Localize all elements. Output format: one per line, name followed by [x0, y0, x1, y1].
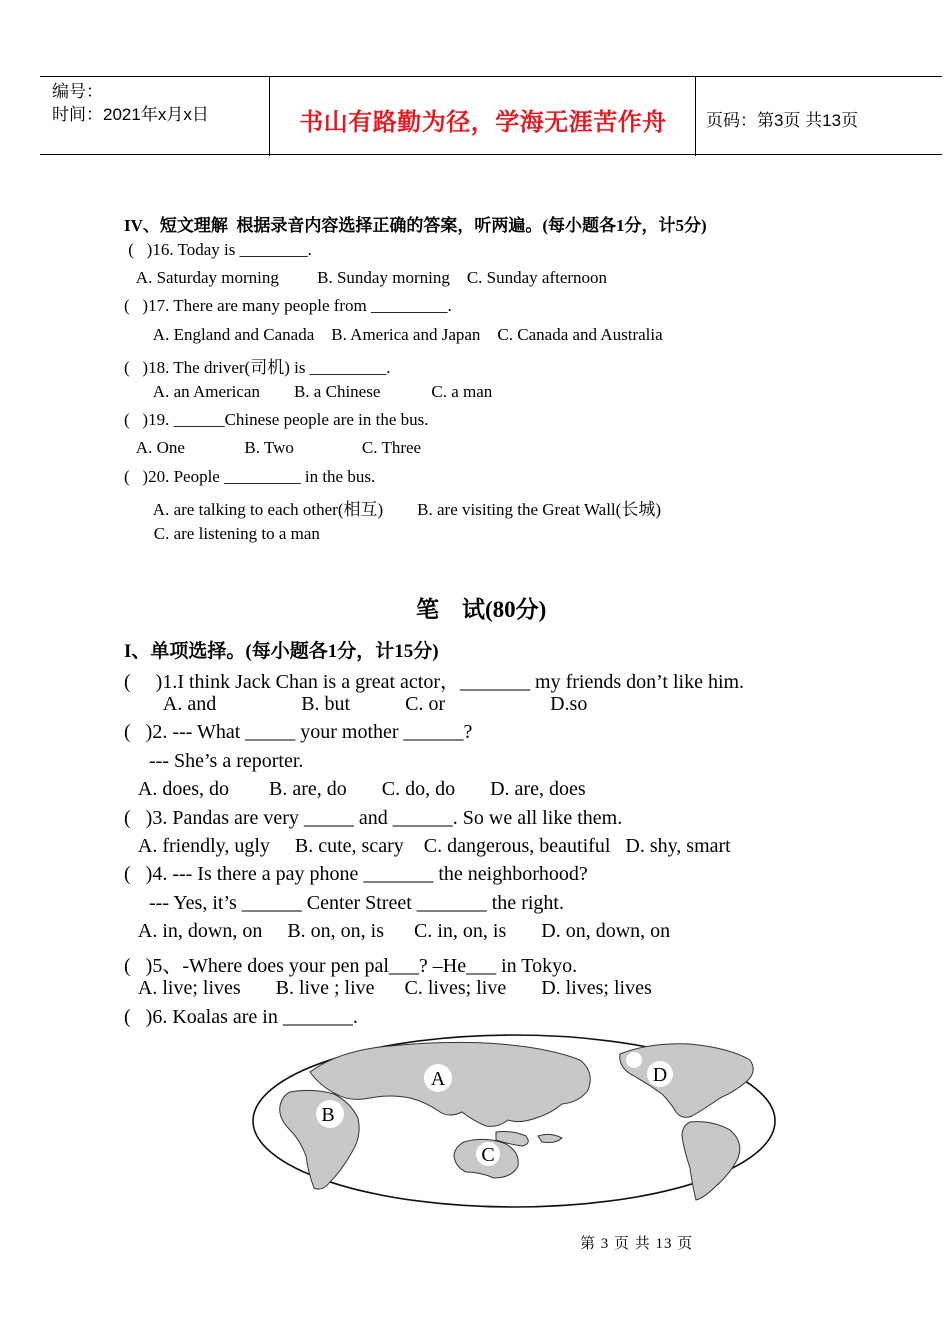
region-label-d: D — [652, 1064, 668, 1086]
question-16: ( )16. Today is ________. — [124, 240, 312, 259]
question-20-options-ab: A. are talking to each other(相互) B. are visiting the Great Wall(长城) — [124, 500, 661, 519]
question-19-options: A. One B. Two C. Three — [124, 438, 422, 457]
question-2-answer: --- She’s a reporter. — [124, 750, 304, 772]
question-3: ( )3. Pandas are very _____ and ______. So we all like them. — [124, 807, 623, 829]
question-1-options: A. and B. but C. or D.so — [124, 693, 588, 715]
question-18: ( )18. The driver(司机) is _________. — [124, 358, 391, 377]
question-20: ( )20. People _________ in the bus. — [124, 467, 376, 486]
part1-title: I、单项选择。(每小题各1分，计15分) — [124, 641, 439, 662]
written-section-title: 笔 试(80分) — [416, 597, 547, 622]
south-america-landmass — [682, 1122, 740, 1200]
question-19: ( )19. ______Chinese people are in the bus. — [124, 410, 429, 429]
motto: 书山有路勤为径，学海无涯苦作舟 — [299, 110, 667, 136]
question-3-options: A. friendly, ugly B. cute, scary C. dangerous, beautiful D. shy, smart — [124, 835, 731, 857]
question-6: ( )6. Koalas are in _______. — [124, 1006, 358, 1028]
number-label: 编号： — [52, 82, 103, 101]
question-4-options: A. in, down, on B. on, on, is C. in, on, is D. on, down, on — [124, 920, 671, 942]
question-16-options: A. Saturday morning B. Sunday morning C. Sunday afternoon — [124, 268, 608, 287]
question-5-options: A. live; lives B. live ; live C. lives; live D. lives; lives — [124, 977, 652, 999]
world-map — [250, 1032, 778, 1210]
page-info: 页码：第3页 共13页 — [706, 111, 859, 130]
region-label-c: C — [481, 1144, 495, 1166]
question-17: ( )17. There are many people from _________. — [124, 296, 452, 315]
region-label-b: B — [321, 1104, 335, 1126]
page-footer: 第 3 页 共 13 页 — [580, 1236, 694, 1252]
question-20-option-c: C. are listening to a man — [124, 524, 320, 543]
question-2: ( )2. --- What _____ your mother ______? — [124, 721, 473, 743]
question-2-options: A. does, do B. are, do C. do, do D. are, does — [124, 778, 586, 800]
question-1: ( )1.I think Jack Chan is a great actor，_______ my friends don’t like him. — [124, 671, 745, 693]
region-label-a: A — [430, 1068, 446, 1090]
question-18-options: A. an American B. a Chinese C. a man — [124, 382, 493, 401]
question-5: ( )5、-Where does your pen pal___? –He___ in Tokyo. — [124, 955, 578, 977]
region-d-highlight-small — [626, 1052, 642, 1068]
question-17-options: A. England and Canada B. America and Japan C. Canada and Australia — [124, 325, 663, 344]
listening-title: IV、短文理解 根据录音内容选择正确的答案，听两遍。(每小题各1分，计5分) — [124, 216, 707, 235]
question-4: ( )4. --- Is there a pay phone _______ the neighborhood? — [124, 863, 588, 885]
question-4-answer: --- Yes, it’s ______ Center Street _______ the right. — [124, 892, 564, 914]
time-label: 时间：2021年x月x日 — [52, 105, 209, 124]
